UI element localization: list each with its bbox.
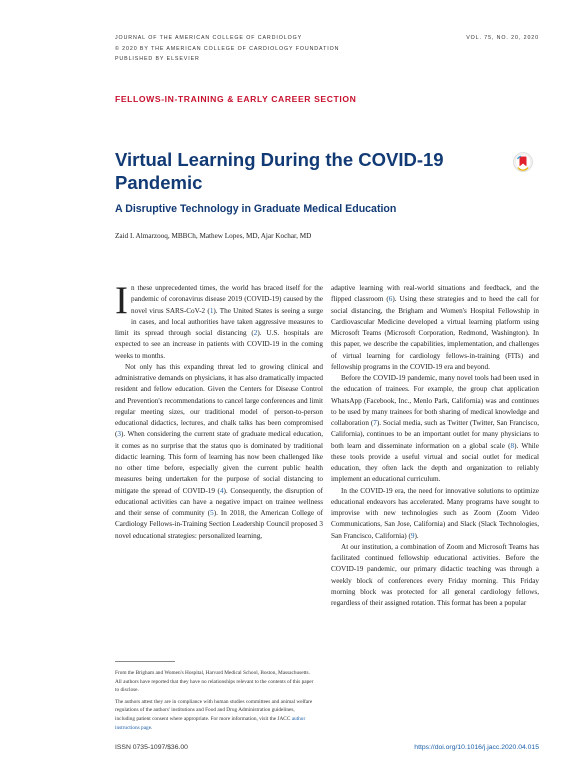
- footnotes: [115, 669, 315, 732]
- paragraph: In these unprecedented times, the world has braced itself for the pandemic of coronavirus disease 2019 (COVID-19) caused by the novel virus SARS-CoV-2 (1). The United States is seeing a surge in cases, and local authorities have taken aggressive measures to limit its spread through social distancing (2). U.S. hospitals are expected to see an increase in patients with COVID-19 in the coming weeks to months.: [115, 279, 324, 360]
- citation-link[interactable]: 3: [117, 430, 121, 439]
- issn-line: ISSN 0735-1097/$36.00: [115, 744, 188, 751]
- body-column-left: [115, 279, 324, 542]
- citation-link[interactable]: 9: [410, 531, 415, 540]
- running-header: [115, 33, 339, 65]
- affiliation-note: From the Brigham and Women's Hospital, Harvard Medical School, Boston, Massachusetts. All authors have reported that they have no relationships relevant to the contents of this paper to disclose.: [115, 670, 314, 694]
- author-list: Zaid I. Almarzooq, MBBCh, Mathew Lopes, MD, Ajar Kochar, MD: [115, 232, 312, 240]
- citation-link[interactable]: 5: [210, 509, 214, 517]
- paragraph: At our institution, a combination of Zoom and Microsoft Teams has facilitated continued fellowship educational activities. Before the COVID-19 pandemic, our primary didactic teaching was through a weekly block of conferences every Friday morning. This Friday morning block was protected for all general cardiology fellows, regardless of their assigned rotation. This format has been a popular: [331, 542, 539, 607]
- doi-link[interactable]: https://doi.org/10.1016/j.jacc.2020.04.015: [414, 744, 539, 751]
- paragraph: adaptive learning with real-world situations and feedback, and the flipped classroom (6). Using these strategies and to heed the call for social distancing, the Brigham and Women's Hospital Fellowship in Cardiovascular Medicine developed a virtual learning platform using Microsoft Teams (Microsoft Corporation, Redmond, Washington). In this paper, we describe the capabilities, implementation, and challenges of virtual learning for cardiology fellows-in-training (FITs) and fellowship programs in the COVID-19 era and beyond.: [331, 284, 539, 371]
- author-instructions-link[interactable]: author instructions page: [115, 715, 306, 731]
- citation-link[interactable]: 7: [373, 419, 377, 427]
- citation-link[interactable]: 8: [510, 441, 515, 450]
- paragraph: Not only has this expanding threat led to growing clinical and administrative demands on physicians, it has also dramatically impacted resident and fellow education. Given the Centers for Disease Control and Prevention's recommendations to cancel large conferences and limit regular meeting sizes, our traditional model of person-to-person educational didactics, lectures, and chalk talks has been compromised (3). When considering the current state of graduate medical education, it comes as no surprise that the status quo is dominated by traditional didactic learning. This form of learning has now been challenged like no other time before, especially given the current public health measures being undertaken for the purpose of social distancing to mitigate the spread of COVID-19 (4). Consequently, the disruption of educational activities can have a negative impact on trainee wellness and their sense of community (5). In 2018, the American College of Cardiology Fellows-in-Training Section Leadership Council proposed 3 novel educational strategies: personalized learning,: [115, 362, 323, 540]
- paragraph: In the COVID-19 era, the need for innovative solutions to optimize educational endeavors has accelerated. Many programs have sought to improvise with new technologies such as Zoom (Zoom Video Communications, San Jose, California) and Slack (Slack Technologies, San Francisco, California) (9).: [331, 486, 539, 540]
- citation-link[interactable]: 2: [253, 329, 258, 337]
- drop-cap: I: [115, 279, 128, 322]
- compliance-note: The authors attest they are in compliance with human studies committees and animal welfare regulations of the authors' institutions and Food and Drug Administration guidelines, including patient consent where appropriate. For more information, visit the JACC author instructions page.: [115, 698, 313, 731]
- copyright-line: © 2020 BY THE AMERICAN COLLEGE OF CARDIOLOGY FOUNDATION: [115, 45, 340, 52]
- crossmark-icon[interactable]: [513, 152, 533, 172]
- citation-link[interactable]: 6: [388, 295, 393, 304]
- body-column-right: [331, 283, 539, 609]
- citation-link[interactable]: 1: [209, 306, 214, 315]
- section-label: FELLOWS-IN-TRAINING & EARLY CAREER SECTION: [115, 94, 357, 104]
- journal-name: JOURNAL OF THE AMERICAN COLLEGE OF CARDIOLOGY: [115, 35, 303, 41]
- paragraph: Before the COVID-19 pandemic, many novel tools had been used in the education of trainees. For example, the group chat application WhatsApp (Facebook, Inc., Menlo Park, California) was and continues to be used by many trainees for both sharing of medical knowledge and collaboration (7). Social media, such as Twitter (Twitter, San Francisco, California), continues to be an important outlet for many physicians to both learn and disseminate information on a global scale (8). While these tools provide a useful virtual and social outlet for medical education, they often lack the depth and organization to reliably implement an educational curriculum.: [331, 374, 539, 484]
- article-subtitle: A Disruptive Technology in Graduate Medical Education: [115, 203, 397, 215]
- article-title: Virtual Learning During the COVID-19 Pandemic: [115, 149, 444, 193]
- citation-link[interactable]: 4: [219, 486, 224, 495]
- volume-info: VOL. 75, NO. 20, 2020: [466, 35, 539, 41]
- publisher-line: PUBLISHED BY ELSEVIER: [115, 56, 200, 62]
- footnote-divider: [115, 661, 175, 662]
